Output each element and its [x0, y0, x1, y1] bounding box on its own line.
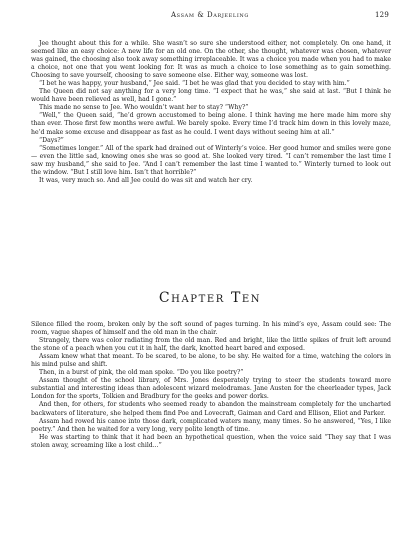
paragraph: Then, in a burst of pink, the old man spoke. “Do you like poetry?”	[39, 369, 244, 377]
paragraph: And then, for others, for students who seemed ready to abandon the mainstream completely for the uncharted backwaters of literature, she helped them find Poe and Lovecraft, Gaiman and Card and Ellison, Eliot and Parker.	[31, 401, 391, 417]
text-block-before-chapter	[31, 40, 391, 185]
paragraph: Assam had rowed his canoe into those dark, complicated waters many, many times. So he answered, “Yes, I like poetry.” And then he waited for a very long, very polite length of time.	[31, 417, 391, 433]
text-block-chapter-ten	[31, 321, 391, 450]
paragraph: Strangely, there was color radiating from the old man. Red and bright, like the little spikes of fruit left around the stone of a peach when you cut it in half, the dark, knotted heart bared and exposed.	[31, 337, 391, 353]
running-header	[0, 11, 420, 25]
paragraph: “I bet he was happy, your husband,” Jee said. “I bet he was glad that you decided to stay with him.”	[39, 80, 350, 88]
paragraph: This made no sense to Jee. Who wouldn’t want her to stay? “Why?”	[39, 104, 249, 112]
chapter-heading: Chapter Ten	[158, 290, 262, 306]
paragraph: Jee thought about this for a while. She wasn’t so sure she understood either, not completely. On one hand, it seemed like an easy choice: A new life for an old one. On the other, she thought, whatever was chosen, whatever was gained, the choosing also took away something irreplaceable. It was a choice you made when you had to make a choice, not one that you went looking for. It was as much a choice to lose something as to gain something. Choosing to save yourself, choosing to save someone else. Either way, someone was lost.	[31, 40, 391, 80]
paragraph: The Queen did not say anything for a very long time. “I expect that he was,” she said at last. “But I think he would have been relieved as well, had I gone.”	[31, 88, 391, 104]
running-title: Assam & Darjeeling	[171, 11, 249, 19]
paragraph: It was, very much so. And all Jee could do was sit and watch her cry.	[39, 176, 253, 184]
paragraph: “Sometimes longer.” All of the spark had drained out of Winterly’s voice. Her good humor and smiles were gone — even the little sad, knowing ones she was so good at. She looked very tired. “I can’t remember the last time I saw my husband,” she said to Jee. “And I can’t remember the last time I wanted to.” Winterly turned to look out the window. “But I still love him. Isn’t that horrible?”	[31, 144, 391, 176]
paragraph: He was starting to think that it had been an hypothetical question, when the voice said “They say that I was stolen away, screaming like a lost child...”	[31, 433, 391, 449]
paragraph: Assam knew what that meant. To be scared, to be alone, to be shy. He waited for a time, watching the colors in his mind pulse and shift.	[31, 353, 391, 369]
page-number: 129	[375, 11, 389, 19]
paragraph: “Days?”	[39, 136, 64, 144]
paragraph: Assam thought of the school library, of Mrs. Jones desperately trying to steer the students toward more substantial and interesting ideas than adolescent wizard melodramas. Jane Austen for the cheerleader types, Jack London for the sports, Tolkien and Bradbury for the geeks and power dorks.	[31, 377, 391, 401]
paragraph: Silence filled the room, broken only by the soft sound of pages turning. In his mind’s eye, Assam could see: The room, vague shapes of himself and the old man in the chair.	[31, 321, 391, 337]
paragraph: “Well,” the Queen said, “he’d grown accustomed to being alone. I think having me here made him more shy than ever. Those first few months were awful. We barely spoke. Every time I’d track him down in this lovely maze, he’d make some excuse and disappear as fast as he could. I went days without seeing him at all.”	[31, 112, 391, 136]
